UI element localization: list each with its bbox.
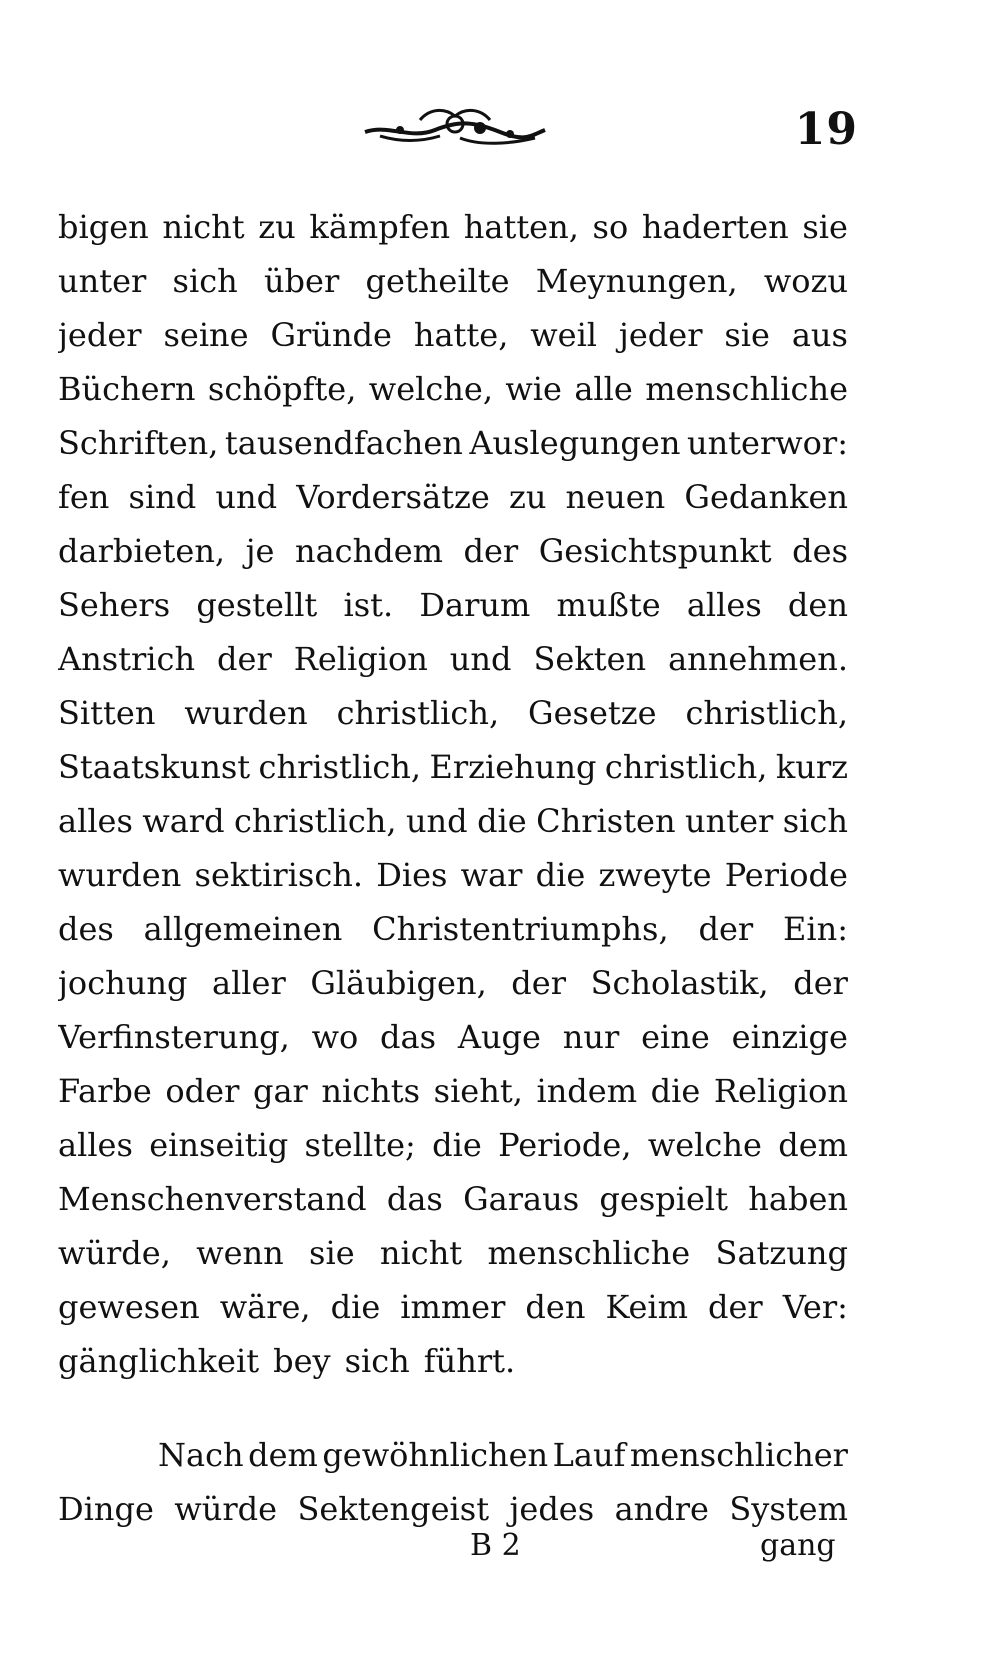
text-line: würde, wenn sie nicht menschliche Satzung bbox=[58, 1234, 848, 1272]
text-line: Schriften, tausendfachen Auslegungen unterwor: bbox=[58, 424, 848, 462]
text-line: alles einseitig stellte; die Periode, welche dem bbox=[58, 1126, 848, 1164]
paragraph-gap bbox=[58, 1388, 848, 1428]
catchword: gang bbox=[760, 1528, 836, 1563]
text-line: Staatskunst christlich, Erziehung christlich, kurz bbox=[58, 748, 848, 786]
text-line: Sitten wurden christlich, Gesetze christlich, bbox=[58, 694, 848, 732]
page-header bbox=[0, 96, 1000, 166]
paragraph-1 bbox=[58, 200, 848, 1388]
text-line: Nach dem gewöhnlichen Lauf menschlicher bbox=[158, 1436, 848, 1474]
text-line: Anstrich der Religion und Sekten annehmen. bbox=[58, 640, 848, 678]
text-line: fen sind und Vordersätze zu neuen Gedanken bbox=[58, 478, 848, 516]
text-line: jochung aller Gläubigen, der Scholastik, der bbox=[58, 964, 848, 1002]
text-line: des allgemeinen Christentriumphs, der Ein: bbox=[58, 910, 848, 948]
page-footer bbox=[0, 1528, 1000, 1588]
paragraph-2 bbox=[58, 1428, 848, 1536]
text-line: gewesen wäre, die immer den Keim der Ver: bbox=[58, 1288, 848, 1326]
text-line: jeder seine Gründe hatte, weil jeder sie aus bbox=[58, 316, 848, 354]
text-line: Farbe oder gar nichts sieht, indem die Religion bbox=[58, 1072, 848, 1110]
text-line: Dinge würde Sektengeist jedes andre System bbox=[58, 1490, 848, 1528]
decorative-flourish-icon bbox=[360, 102, 550, 152]
text-line: Büchern schöpfte, welche, wie alle menschliche bbox=[58, 370, 848, 408]
text-line: wurden sektirisch. Dies war die zweyte Periode bbox=[58, 856, 848, 894]
text-line: Sehers gestellt ist. Darum mußte alles den bbox=[58, 586, 848, 624]
text-line: alles ward christlich, und die Christen unter sich bbox=[58, 802, 848, 840]
text-line: unter sich über getheilte Meynungen, wozu bbox=[58, 262, 848, 300]
text-line: bigen nicht zu kämpfen hatten, so haderten sie bbox=[58, 208, 848, 246]
text-line: gänglichkeit bey sich führt. bbox=[58, 1342, 516, 1380]
signature-mark: B 2 bbox=[470, 1528, 521, 1563]
text-line: Menschenverstand das Garaus gespielt haben bbox=[58, 1180, 848, 1218]
text-line: Verfinsterung, wo das Auge nur eine einzige bbox=[58, 1018, 848, 1056]
page-number: 19 bbox=[794, 104, 858, 155]
text-line: darbieten, je nachdem der Gesichtspunkt des bbox=[58, 532, 848, 570]
page-body-text bbox=[58, 200, 848, 1536]
